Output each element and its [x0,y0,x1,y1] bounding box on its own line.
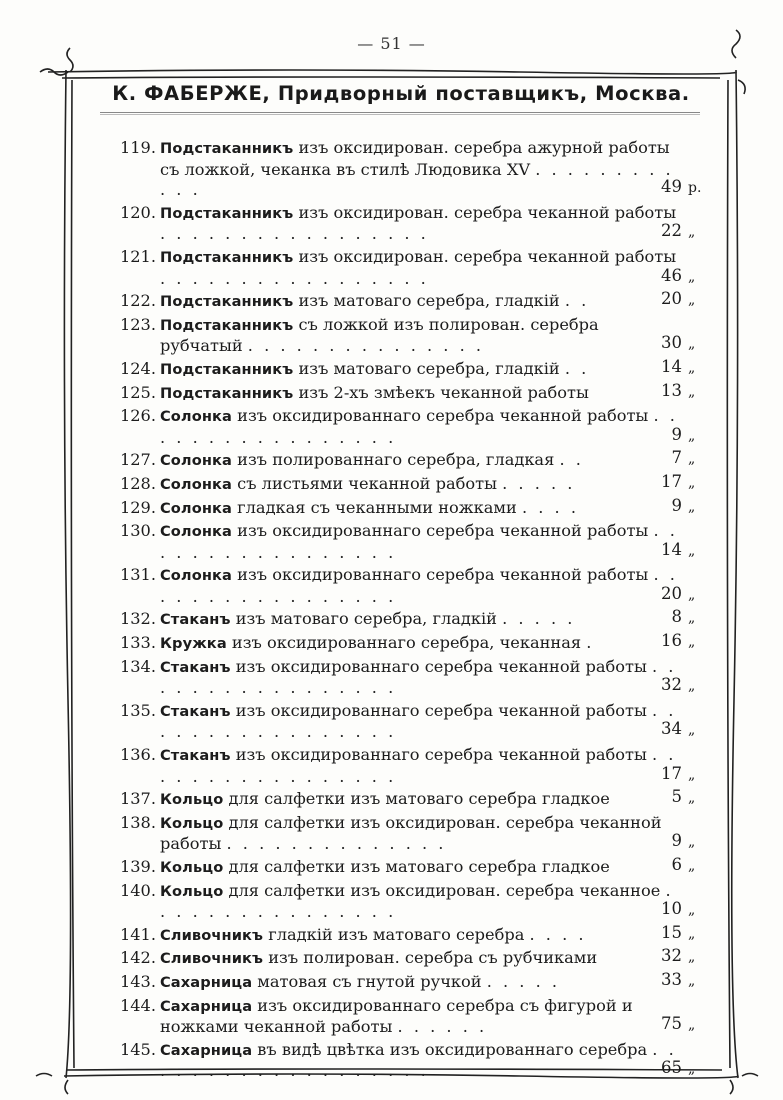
price-value: 14 [661,356,682,376]
entry-description: изъ оксидирован. серебра ажурной работы съ ложкой, чеканка въ стилѣ Людовика XV [160,138,670,179]
entry-leader-dots: . . . . . . . . . . . . . . . . . [160,268,429,288]
price-value: 17 [661,763,682,783]
entry-description: изъ полирован. серебра съ рубчиками [268,948,598,968]
entry-item-name: Подстаканникъ [160,140,294,157]
entry-number: 137. [119,789,156,809]
catalog-entry [110,969,710,994]
entry-leader-dots: . . [564,291,590,311]
price-value: 10 [661,899,682,919]
entry-item-name: Подстаканникъ [160,248,294,266]
entry-price [640,177,710,199]
entry-price [640,333,710,355]
price-value: 32 [661,675,682,695]
price-unit: „ [688,268,696,285]
entry-item-name: Сливочникъ [160,926,264,944]
entry-price [640,675,710,697]
entry-item-name: Солонка [160,475,232,493]
entry-text [110,291,686,313]
entry-description: изъ оксидирован. серебра чеканной работы [298,246,677,266]
entry-item-name: Стаканъ [160,611,231,629]
entry-price [640,831,710,853]
entry-description: для салфетки изъ оксидирован. серебра чеканной работы [160,812,662,854]
entry-price [640,1058,710,1080]
price-unit: „ [688,790,696,807]
entry-number: 139. [119,857,156,876]
catalog-entry [110,948,710,970]
entry-number: 141. [119,924,156,944]
entry-leader-dots: . . . . [521,497,579,517]
price-value: 9 [671,495,682,515]
entry-description: изъ 2-хъ змѣекъ чеканной работы [298,382,589,402]
entry-item-name: Подстаканникъ [160,316,294,334]
price-value: 6 [671,855,682,874]
entry-number: 124. [119,358,156,378]
entry-number: 122. [119,291,156,311]
entry-text [110,138,686,201]
entry-number: 131. [119,565,156,585]
catalog-entry [110,380,710,405]
entry-number: 127. [119,450,156,470]
entry-text [110,247,686,289]
entry-price [640,787,710,809]
entry-price [640,631,710,653]
price-value: 7 [671,448,682,468]
entry-leader-dots: . . . . . [502,609,576,629]
price-value: 17 [661,471,682,491]
catalog-entry [110,657,710,699]
entry-description: матовая съ гнутой ручкой [257,971,482,991]
entry-text [110,380,686,405]
entry-leader-dots: . . . . . . . . . . . . . . . . . [160,521,678,562]
entry-item-name: Сливочникъ [160,950,264,968]
entry-leader-dots: . . . . [529,924,587,944]
catalog-entry [110,203,710,245]
entry-leader-dots: . . . . . . . . . . . . . . . . . [160,565,678,606]
price-value: 16 [661,631,682,651]
entry-price [640,289,710,311]
entry-text [110,813,686,855]
price-unit: „ [688,474,696,491]
entry-item-name: Кольцо [160,882,224,900]
entry-text [110,521,686,563]
catalog-entry [110,1040,710,1082]
catalog-entry [110,881,710,923]
price-unit: „ [688,383,696,400]
header-rule [100,112,700,115]
entry-text [110,406,686,448]
entry-item-name: Солонка [160,567,232,585]
catalog-entry [110,138,710,201]
entry-number: 142. [119,948,156,968]
entry-text [110,857,686,879]
entry-description: изъ оксидированнаго серебра чеканной работы [235,700,647,720]
entry-leader-dots: . . . . . . . . . . . . [160,159,674,200]
price-value: 9 [671,831,682,851]
price-unit: „ [688,451,696,468]
entry-description: изъ оксидированнаго серебра чеканной работы [237,521,649,541]
entry-description: для салфетки изъ матоваго серебра гладкое [228,789,610,809]
price-value: 33 [661,969,682,989]
price-value: 9 [671,424,682,444]
entry-price [640,899,710,921]
entry-item-name: Солонка [160,499,232,517]
entry-description: изъ матоваго серебра, гладкій [298,358,560,378]
entry-text [110,471,686,496]
price-unit: р. [688,180,702,197]
entry-text [110,789,686,811]
price-unit: „ [688,766,696,783]
entry-description: изъ полированнаго серебра, гладкая [237,450,555,470]
entry-leader-dots: . . . . . . . . . . . . . . . . . [160,406,678,447]
entry-description: изъ оксидированнаго серебра чеканной работы [235,745,647,765]
catalog-entry [110,857,710,879]
price-unit: „ [688,336,696,353]
entry-item-name: Стаканъ [160,702,231,720]
entry-text [110,315,686,357]
entry-item-name: Подстаканникъ [160,384,294,402]
entry-text [110,450,686,472]
entry-price [640,266,710,288]
price-unit: „ [688,292,696,309]
entry-number: 134. [119,656,156,676]
catalog-entry [110,247,710,289]
entry-item-name: Сахарница [160,997,253,1015]
entry-price [640,855,710,877]
entry-text [110,969,686,994]
price-value: 20 [661,289,682,309]
entry-description: съ листьями чеканной работы [237,473,497,493]
entry-text [110,565,686,607]
price-unit: „ [688,427,696,444]
entry-price [640,946,710,968]
entry-leader-dots: . . . . . . . . . . . . . . . . . [160,224,429,244]
catalog-entry [110,291,710,313]
entry-leader-dots: . [586,633,595,653]
entry-item-name: Кольцо [160,791,224,809]
entry-price [640,381,710,403]
price-unit: „ [688,586,696,603]
catalog-entry [110,922,710,947]
catalog-entry [110,356,710,381]
entry-text [110,745,686,787]
entry-number: 120. [119,202,156,222]
entry-price [640,923,710,945]
entry-item-name: Сахарница [160,973,253,991]
entry-leader-dots: . . . . . . . . . . . . . . . [247,336,485,356]
price-unit: „ [688,834,696,851]
entry-text [110,996,686,1038]
entry-price [640,496,710,518]
entry-price [640,540,710,562]
price-unit: „ [688,678,696,695]
entry-leader-dots: . . . . . . . . . . . . . . [226,834,447,854]
entry-price [640,764,710,786]
catalog-entry [110,813,710,855]
price-unit: „ [688,949,696,966]
entry-leader-dots: . . [564,358,590,378]
catalog-entry [110,996,710,1038]
entry-number: 138. [119,812,156,832]
entry-leader-dots: . . [559,450,584,470]
entry-description: изъ оксидированнаго серебра чеканной работы [235,656,647,676]
entry-price [640,448,710,470]
entry-number: 135. [119,700,156,720]
price-unit: „ [688,634,696,651]
price-value: 46 [661,265,682,285]
entry-text [110,881,686,923]
entry-price [640,425,710,447]
entry-text [110,495,686,520]
entry-text [110,609,686,631]
entry-item-name: Стаканъ [160,747,231,765]
entry-text [110,657,686,699]
entry-leader-dots: . . . . . . . . . . . . . . . . . . . [160,1039,677,1081]
entry-description: съ ложкой изъ полирован. серебра рубчатый [160,314,599,356]
entry-text [110,203,686,245]
entry-leader-dots: . . . . . . . . . . . . . . . . . [160,656,677,698]
entry-text [110,701,686,743]
entry-item-name: Подстаканникъ [160,360,294,378]
entry-item-name: Солонка [160,408,232,426]
entry-number: 126. [119,406,156,426]
entry-number: 140. [119,880,156,900]
catalog-entry [110,565,710,607]
entry-number: 145. [119,1039,156,1059]
entry-number: 123. [119,314,156,334]
entry-number: 129. [119,497,156,517]
price-value: 22 [661,221,682,241]
catalog-entry [110,633,710,655]
entry-item-name: Кольцо [160,859,224,876]
entry-description: изъ оксидированнаго серебра съ фигурой и ножками чеканной работы [160,995,633,1037]
entry-leader-dots: . . . . . . . . . . . . . . . . . [160,700,677,742]
price-unit: „ [688,858,696,874]
price-unit: „ [688,359,696,376]
entry-description: изъ оксидированнаго серебра чеканной работы [237,565,649,585]
price-unit: „ [688,925,696,942]
price-unit: „ [688,610,696,627]
price-value: 20 [661,583,682,603]
catalog-entry [110,745,710,787]
entry-item-name: Кружка [160,635,227,653]
entry-item-name: Стаканъ [160,658,231,676]
price-value: 49 [661,177,682,197]
entry-price [640,472,710,494]
price-value: 30 [661,333,682,353]
entry-item-name: Кольцо [160,814,224,832]
entry-item-name: Подстаканникъ [160,204,294,222]
price-unit: „ [688,902,696,919]
entry-number: 144. [119,995,156,1015]
entry-description: изъ матоваго серебра, гладкій [298,291,560,311]
entry-description: гладкій изъ матоваго серебра [268,924,525,944]
price-value: 5 [671,787,682,807]
price-unit: „ [688,542,696,559]
entry-leader-dots: . . . . . . [397,1017,488,1037]
catalog-entry [110,609,710,631]
entry-description: гладкая съ чеканными ножками [237,497,517,517]
entry-number: 132. [119,609,156,629]
entry-number: 130. [119,521,156,541]
entry-price [640,607,710,629]
catalog-entry [110,315,710,357]
catalog-entry [110,521,710,563]
entry-description: для салфетки изъ оксидирован. серебра чеканное [228,880,661,900]
entry-number: 128. [119,473,156,493]
entry-number: 133. [119,633,156,653]
price-value: 32 [661,946,682,966]
entry-description: въ видѣ цвѣтка изъ оксидированнаго серебра [257,1039,648,1059]
price-unit: „ [688,1017,696,1034]
entry-text [110,948,686,970]
price-unit: „ [688,224,696,241]
catalog-entry [110,789,710,811]
price-value: 8 [671,607,682,627]
entry-number: 143. [119,971,156,991]
catalog-entry [110,495,710,520]
entry-leader-dots: . . . . . [486,971,561,991]
price-value: 65 [661,1058,682,1078]
entry-item-name: Сахарница [160,1041,253,1059]
catalog-entry [110,471,710,496]
entry-leader-dots: . . . . . . . . . . . . . . . . [160,880,674,922]
entry-item-name: Солонка [160,452,232,470]
price-unit: „ [688,498,696,515]
entry-text [110,633,686,655]
entry-description: изъ оксидирован. серебра чеканной работы [298,202,677,222]
entry-price [640,221,710,243]
entry-text [110,922,686,947]
entry-number: 119. [119,138,156,157]
entry-leader-dots: . . . . . . . . . . . . . . . . . [160,745,677,786]
entry-price [640,719,710,741]
price-value: 34 [661,719,682,739]
catalog-entry [110,406,710,448]
entry-description: изъ оксидированнаго серебра, чеканная [231,633,582,653]
catalog-entry [110,701,710,743]
entry-number: 121. [119,246,156,266]
entry-text [110,1040,686,1082]
entry-item-name: Солонка [160,523,232,541]
entry-number: 136. [119,745,156,765]
price-value: 75 [661,1014,682,1034]
entry-price [640,970,710,992]
price-value: 14 [661,539,682,559]
entry-number: 125. [119,382,156,402]
catalog-list [110,138,710,1084]
price-value: 15 [661,922,682,942]
entry-description: для салфетки изъ матоваго серебра гладкое [228,857,610,876]
entry-item-name: Подстаканникъ [160,293,294,311]
entry-description: изъ матоваго серебра, гладкій [235,609,497,629]
price-unit: „ [688,1061,696,1078]
entry-price [640,1014,710,1036]
entry-text [110,356,686,381]
price-value: 13 [661,380,682,400]
entry-price [640,584,710,606]
page-number: — 51 — [357,34,426,53]
entry-price [640,357,710,379]
catalog-entry [110,450,710,472]
price-unit: „ [688,972,696,989]
price-unit: „ [688,722,696,739]
entry-leader-dots: . . . . . [502,473,576,493]
catalog-header: К. ФАБЕРЖЕ, Придворный поставщикъ, Москва. [112,82,690,105]
entry-description: изъ оксидированнаго серебра чеканной работы [237,406,649,426]
